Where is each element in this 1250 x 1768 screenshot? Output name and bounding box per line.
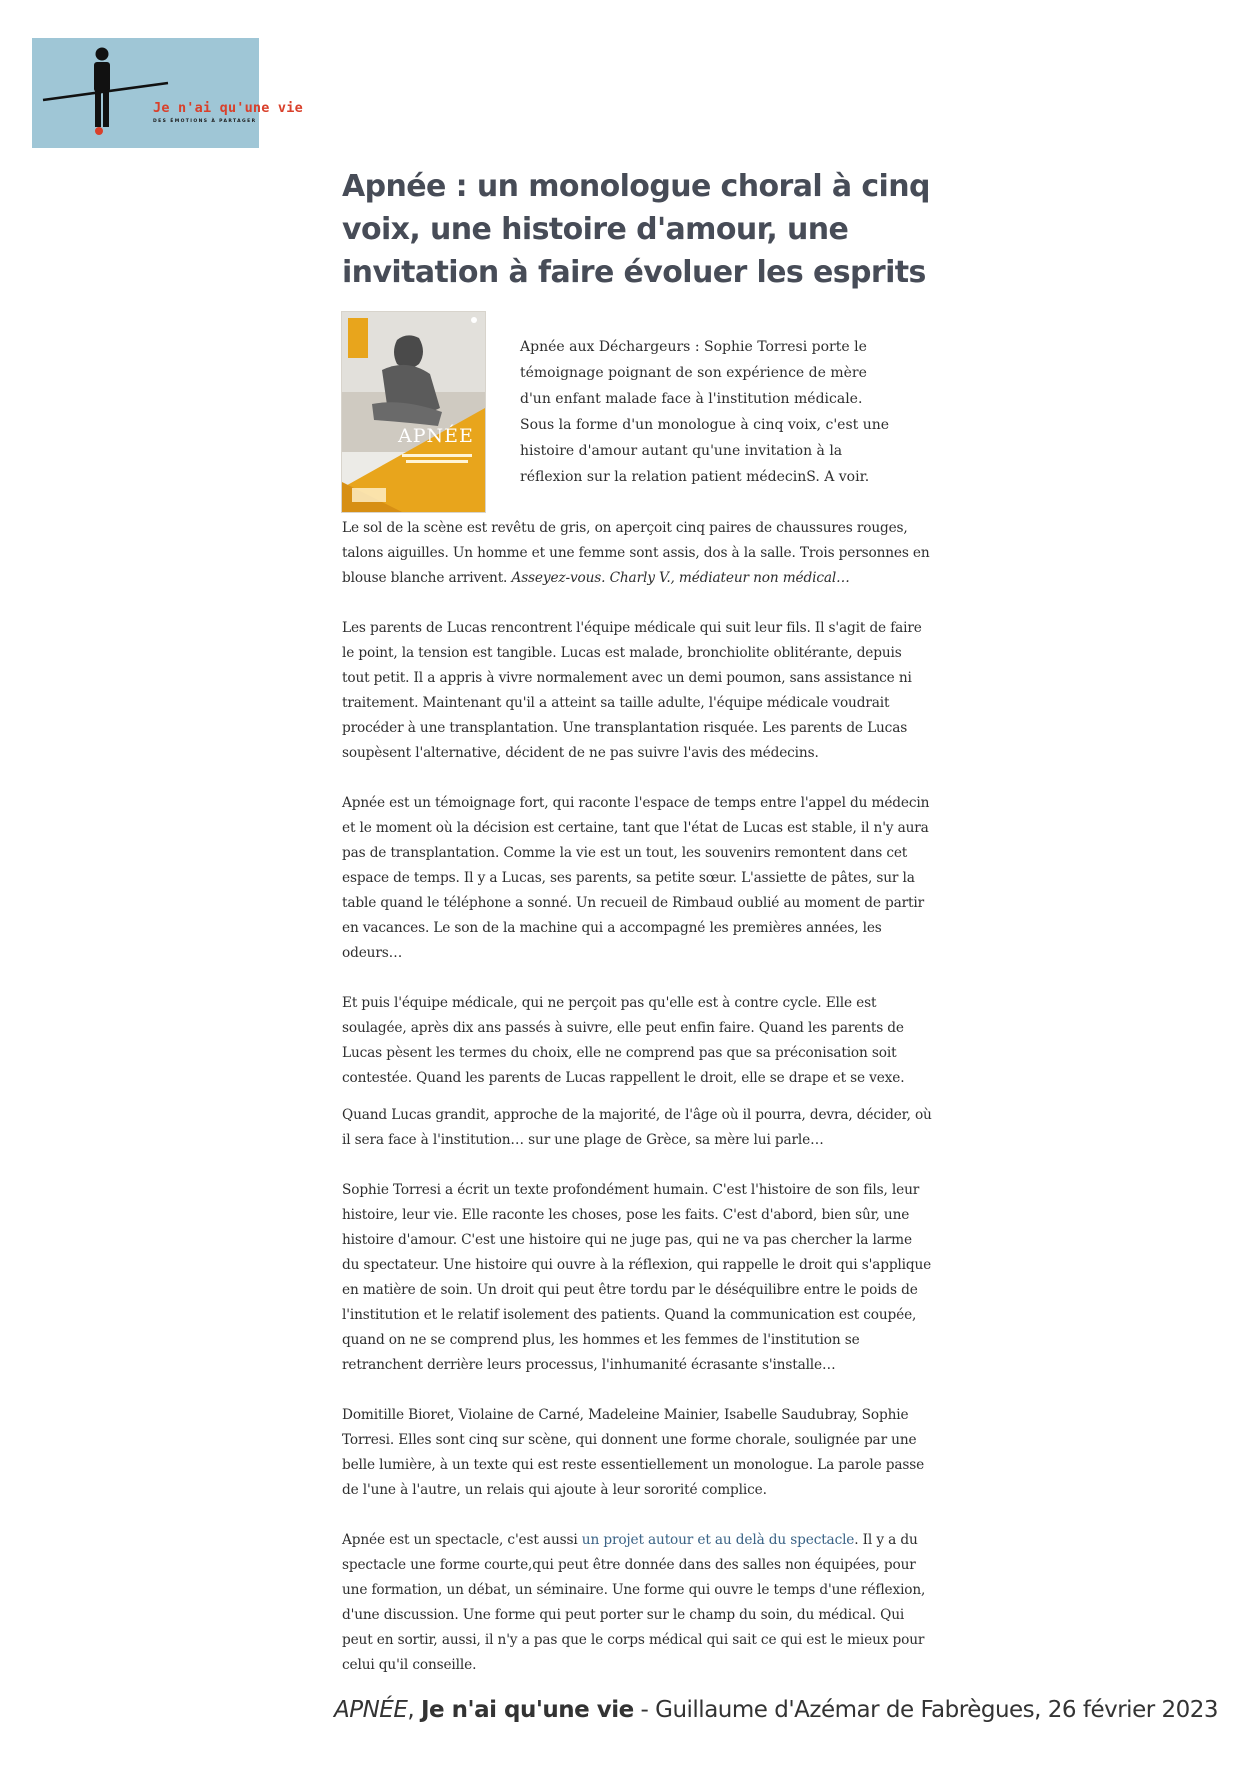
paragraph-6: Sophie Torresi a écrit un texte profondément humain. C'est l'histoire de son fils, leur histoire, leur vie. Elle raconte les choses, pose les faits. C'est d'abord, bien sûr, une histoire d'amour. C'est une histoire qui ne juge pas, qui ne va pas chercher la larme du spectateur. Une histoire qui ouvre à la réflexion, qui rappelle le droit qui s'applique en matière de soin. Un droit qui peut être tordu par le déséquilibre entre le poids de l'institution et le relatif isolement des patients. Quand la communication est coupée, quand on ne se comprend plus, les hommes et les femmes de l'institution se retranchent derrière leurs processus, l'inhumanité écrasante s'installe… xyxy=(342,1182,932,1373)
site-logo[interactable] xyxy=(32,38,303,148)
footer-separator: , xyxy=(407,1697,421,1723)
paragraph-1-quote: Asseyez-vous. Charly V., médiateur non médical… xyxy=(511,570,850,586)
source-credit xyxy=(334,1697,1224,1723)
logo-tagline: DES ÉMOTIONS À PARTAGER xyxy=(153,119,257,124)
show-poster-image xyxy=(342,312,485,512)
logo-name: Je n'ai qu'une vie xyxy=(153,100,303,116)
paragraph-2: Les parents de Lucas rencontrent l'équipe médicale qui suit leur fils. Il s'agit de faire le point, la tension est tangible. Lucas est malade, bronchiolite oblitérante, depuis tout petit. Il a appris à vivre normalement avec un demi poumon, sans assistance ni traitement. Maintenant qu'il a atteint sa taille adulte, l'équipe médicale voudrait procéder à une transplantation. Une transplantation risquée. Les parents de Lucas soupèsent l'alternative, décident de ne pas suivre l'avis des médecins. xyxy=(342,620,922,761)
article xyxy=(342,165,932,1678)
paragraph-5: Quand Lucas grandit, approche de la majorité, de l'âge où il pourra, devra, décider, où il sera face à l'institution… sur une plage de Grèce, sa mère lui parle… xyxy=(342,1107,932,1148)
paragraph-8-start: Apnée est un spectacle, c'est aussi xyxy=(342,1532,582,1548)
paragraph-1 xyxy=(342,516,932,591)
footer-show-title: APNÉE xyxy=(334,1697,408,1723)
paragraph-1-text: Le sol de la scène est revêtu de gris, on aperçoit cinq paires de chaussures rouges, talons aiguilles. Un homme et une femme sont assis, dos à la salle. Trois personnes en blouse blanche arrivent. xyxy=(342,520,930,586)
footer-source: Je n'ai qu'une vie xyxy=(421,1697,634,1723)
intro-paragraph: Apnée aux Déchargeurs : Sophie Torresi porte le témoignage poignant de son expérience de mère d'un enfant malade face à l'institution médicale. Sous la forme d'un monologue à cinq voix, c'est une histoire d'amour autant qu'une invitation à la réflexion sur la relation patient médecinS. A voir. xyxy=(520,339,890,485)
paragraph-7: Domitille Bioret, Violaine de Carné, Madeleine Mainier, Isabelle Saudubray, Sophie Torresi. Elles sont cinq sur scène, qui donnent une forme chorale, soulignée par une belle lumière, à un texte qui est reste essentiellement un monologue. La parole passe de l'une à l'autre, un relais qui ajoute à leur sororité complice. xyxy=(342,1407,925,1498)
paragraph-8 xyxy=(342,1528,932,1678)
article-title: Apnée : un monologue choral à cinq voix, une histoire d'amour, une invitation à faire évoluer les esprits xyxy=(342,169,930,290)
paragraph-3: Apnée est un témoignage fort, qui raconte l'espace de temps entre l'appel du médecin et le moment où la décision est certaine, tant que l'état de Lucas est stable, il n'y aura pas de transplantation. Comme la vie est un tout, les souvenirs remontent dans cet espace de temps. Il y a Lucas, ses parents, sa petite sœur. L'assiette de pâtes, sur la table quand le téléphone a sonné. Un recueil de Rimbaud oublié au moment de partir en vacances. Le son de la machine qui a accompagné les premières années, les odeurs… xyxy=(342,795,930,961)
poster-artwork-icon xyxy=(342,312,485,512)
poster-title: APNÉE xyxy=(398,425,474,447)
article-intro xyxy=(342,312,932,516)
project-link[interactable]: un projet autour et au delà du spectacle xyxy=(581,1532,855,1548)
paragraph-4: Et puis l'équipe médicale, qui ne perçoit pas qu'elle est à contre cycle. Elle est soulagée, après dix ans passés à suivre, elle peut enfin faire. Quand les parents de Lucas pèsent les termes du choix, elle ne comprend pas que sa préconisation soit contestée. Quand les parents de Lucas rappellent le droit, elle se drape et se vexe. xyxy=(342,995,905,1086)
paragraph-8-end: . Il y a du spectacle une forme courte,qui peut être donnée dans des salles non équipées, pour une formation, un débat, un séminaire. Une forme qui ouvre le temps d'une réflexion, d'une discussion. Une forme qui peut porter sur le champ du soin, du médical. Qui peut en sortir, aussi, il n'y a pas que le corps médical qui sait ce qui est le mieux pour celui qu'il conseille. xyxy=(342,1532,926,1673)
tightrope-walker-icon xyxy=(32,38,259,148)
footer-credit: - Guillaume d'Azémar de Fabrègues, 26 février 2023 xyxy=(633,1697,1219,1723)
